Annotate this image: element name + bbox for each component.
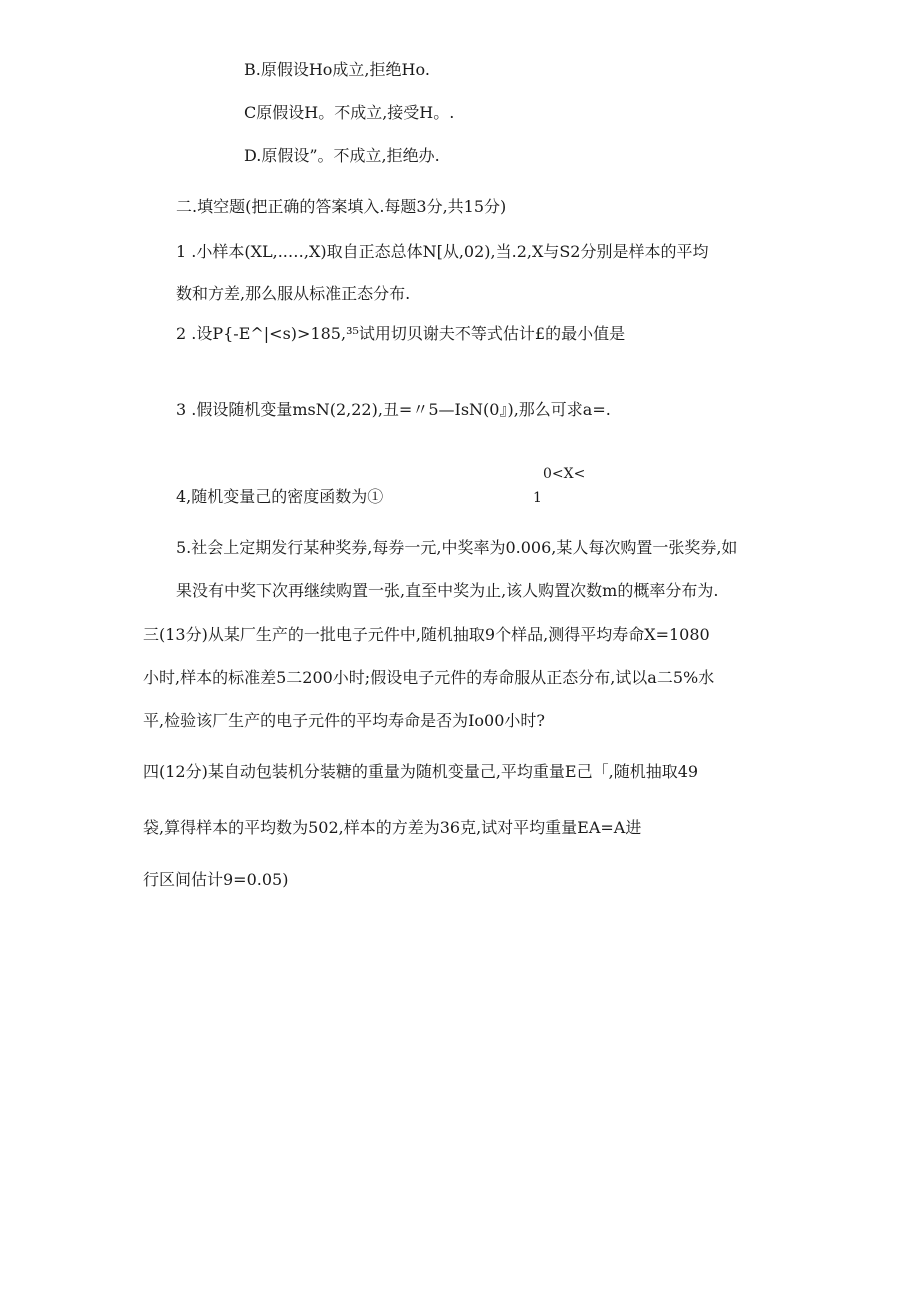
section-4-line-2: 袋,算得样本的平均数为502,样本的方差为36克,试对平均重量EA=A进 xyxy=(143,818,642,837)
question-3: 3 .假设随机变量msN(2,22),丑=〃5—IsN(0』),那么可求a=. xyxy=(176,400,611,419)
section-2-heading: 二.填空题(把正确的答案填入.每题3分,共15分) xyxy=(176,197,507,216)
question-4-numerator: 0<X< xyxy=(543,466,586,482)
question-4-denominator: 1 xyxy=(533,490,542,506)
question-1-line-2: 数和方差,那么服从标准正态分布. xyxy=(176,284,411,303)
section-3-line-1: 三(13分)从某厂生产的一批电子元件中,随机抽取9个样品,测得平均寿命X=1080 xyxy=(143,625,710,644)
section-3-line-2: 小时,样本的标准差5二200小时;假设电子元件的寿命服从正态分布,试以a二5%水 xyxy=(143,668,715,687)
section-4-line-1: 四(12分)某自动包装机分装糖的重量为随机变量己,平均重量E己「,随机抽取49 xyxy=(143,762,699,781)
option-c: C原假设H。不成立,接受H。. xyxy=(244,103,455,122)
question-1-line-1: 1 .小样本(XL,..…,X)取自正态总体N[从,02),当.2,X与S2分别是样本的平均 xyxy=(176,242,709,261)
option-d: D.原假设”。不成立,拒绝办. xyxy=(244,146,440,165)
section-4-line-3: 行区间估计9=0.05) xyxy=(143,870,289,889)
question-5-line-2: 果没有中奖下次再继续购置一张,直至中奖为止,该人购置次数m的概率分布为. xyxy=(176,581,719,600)
option-b: B.原假设Ho成立,拒绝Ho. xyxy=(244,60,430,79)
question-4: 4,随机变量己的密度函数为① xyxy=(176,487,384,506)
question-5-line-1: 5.社会上定期发行某种奖券,每券一元,中奖率为0.006,某人每次购置一张奖券,如 xyxy=(176,538,738,557)
question-2: 2 .设P{-E^|<s)>185,³⁵试用切贝谢夫不等式估计£的最小值是 xyxy=(176,324,626,343)
section-3-line-3: 平,检验该厂生产的电子元件的平均寿命是否为Io00小时? xyxy=(143,711,545,730)
